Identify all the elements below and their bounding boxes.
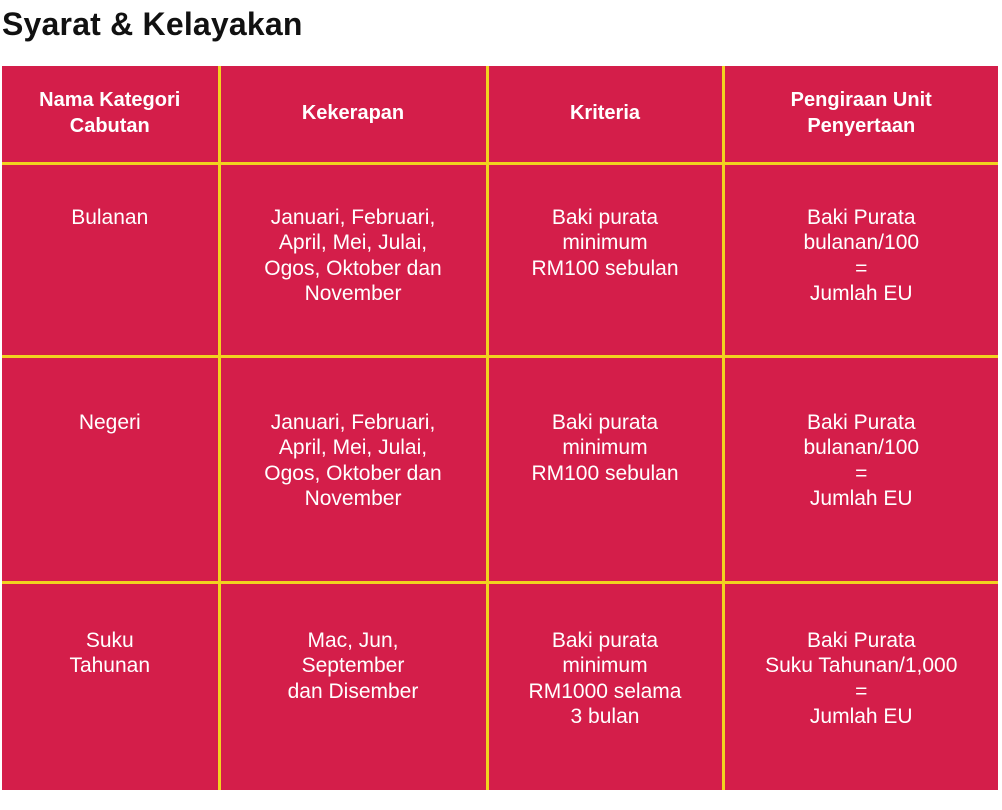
cell-entry-unit-calculation [723, 582, 998, 790]
cell-entry-unit-calculation [723, 163, 998, 356]
cell-text: Mac, Jun, September dan Disember [287, 628, 419, 703]
cell-text: Negeri [78, 410, 141, 434]
table-row [2, 163, 998, 356]
cell-category-name [2, 163, 219, 356]
cell-criteria [487, 163, 723, 356]
header-entry-unit-calculation-label: Pengiraan Unit Penyertaan [790, 89, 932, 137]
table-row [2, 356, 998, 582]
table-row [2, 582, 998, 790]
cell-text: Baki purata minimum RM100 sebulan [531, 205, 679, 280]
cell-text: Baki purata minimum RM100 sebulan [531, 410, 679, 485]
cell-text: Baki purata minimum RM1000 selama 3 bulan [528, 628, 682, 728]
cell-text: Januari, Februari, April, Mei, Julai, Ogos, Oktober dan November [264, 410, 442, 510]
cell-category-name [2, 582, 219, 790]
cell-text: Suku Tahunan [69, 628, 151, 677]
header-frequency [219, 66, 487, 163]
cell-criteria [487, 582, 723, 790]
table-header-row [2, 66, 998, 163]
cell-text: Baki Purata Suku Tahunan/1,000 = Jumlah EU [765, 628, 958, 728]
cell-criteria [487, 356, 723, 582]
cell-frequency [219, 582, 487, 790]
cell-text: Baki Purata bulanan/100 = Jumlah EU [803, 205, 920, 305]
cell-frequency [219, 163, 487, 356]
header-frequency-label: Kekerapan [301, 102, 405, 124]
eligibility-table [2, 66, 998, 790]
page-title: Syarat & Kelayakan [2, 6, 303, 42]
cell-entry-unit-calculation [723, 356, 998, 582]
cell-text: Januari, Februari, April, Mei, Julai, Ogos, Oktober dan November [264, 205, 442, 305]
cell-category-name [2, 356, 219, 582]
eligibility-table-container [2, 66, 998, 790]
header-entry-unit-calculation [723, 66, 998, 163]
header-category-name-label: Nama Kategori Cabutan [39, 89, 181, 137]
header-category-name [2, 66, 219, 163]
cell-text: Baki Purata bulanan/100 = Jumlah EU [803, 410, 920, 510]
cell-text: Bulanan [71, 205, 149, 229]
header-criteria [487, 66, 723, 163]
header-criteria-label: Kriteria [569, 102, 641, 124]
cell-frequency [219, 356, 487, 582]
